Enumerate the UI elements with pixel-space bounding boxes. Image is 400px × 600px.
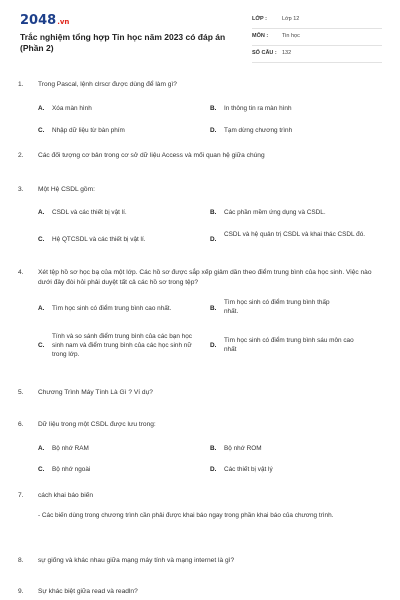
- question-number: 9.: [18, 588, 24, 595]
- option-text: Tính và so sánh điểm trung bình của các bạn học sinh nam và điểm trung bình của các học sinh nữ trong lớp.: [52, 333, 192, 358]
- meta-row-subject: [252, 31, 382, 46]
- option-letter: B.: [210, 445, 217, 452]
- question-1: [18, 80, 383, 136]
- option-letter: A.: [38, 445, 45, 452]
- question-3: [18, 185, 383, 251]
- meta-label: LỚP :: [252, 16, 267, 22]
- header: [0, 0, 400, 64]
- option-text: Xóa màn hình: [52, 105, 92, 112]
- option-letter: C.: [38, 127, 45, 134]
- option-letter: A.: [38, 209, 45, 216]
- option-text: Các thiết bị vật lý: [224, 466, 273, 473]
- meta-value: Lớp 12: [282, 16, 300, 22]
- meta-row-count: [252, 48, 382, 63]
- question-text: Trong Pascal, lệnh clrscr được dùng để làm gì?: [38, 81, 177, 88]
- option-text: In thông tin ra màn hình: [224, 105, 292, 112]
- question-5: [18, 388, 383, 398]
- meta-row-class: [252, 14, 382, 29]
- option-text: CSDL và các thiết bị vật lí.: [52, 209, 127, 216]
- option-letter: C.: [38, 342, 45, 349]
- option-text: Nhập dữ liệu từ bàn phím: [52, 127, 125, 134]
- question-text: Một Hệ CSDL gồm:: [38, 186, 95, 193]
- question-number: 7.: [18, 492, 24, 499]
- logo-main: 2048: [20, 13, 57, 28]
- meta-label: MÔN :: [252, 33, 269, 39]
- question-number: 5.: [18, 389, 24, 396]
- option-letter: D.: [210, 236, 217, 243]
- option-text: Các phần mềm ứng dụng và CSDL.: [224, 209, 326, 216]
- option-text: Bộ nhớ ROM: [224, 445, 262, 452]
- option-letter: C.: [38, 466, 45, 473]
- option-letter: B.: [210, 105, 217, 112]
- question-text: sự giống và khác nhau giữa mạng máy tính và mạng internet là gì?: [38, 557, 235, 564]
- options: [38, 203, 383, 251]
- option-letter: A.: [38, 105, 45, 112]
- question-2: [18, 151, 383, 161]
- question-4: [18, 268, 383, 372]
- question-9: [18, 587, 383, 597]
- question-number: 4.: [18, 269, 24, 276]
- option-text: Tìm học sinh có điểm trung bình cao nhất.: [52, 305, 172, 312]
- options: [38, 296, 383, 372]
- meta-label: SỐ CÂU :: [252, 50, 277, 56]
- question-text: Dữ liệu trong một CSDL được lưu trong:: [38, 421, 156, 428]
- meta-info: [252, 14, 382, 65]
- question-number: 8.: [18, 557, 24, 564]
- option-letter: C.: [38, 236, 45, 243]
- page-title: Trắc nghiệm tổng hợp Tin học năm 2023 có đáp án (Phần 2): [20, 32, 226, 53]
- option-letter: D.: [210, 342, 217, 349]
- option-letter: D.: [210, 466, 217, 473]
- question-8: [18, 556, 383, 566]
- option-text: Tìm học sinh có điểm trung bình sáu môn cao nhất: [224, 337, 354, 353]
- question-text: cách khai báo biến: [38, 492, 93, 499]
- meta-value: Tin học: [282, 33, 300, 39]
- option-text: Hệ QTCSDL và các thiết bị vật lí.: [52, 236, 146, 243]
- question-text: Sự khác biệt giữa read và readln?: [38, 588, 138, 595]
- question-7: [18, 491, 383, 521]
- option-letter: B.: [210, 305, 217, 312]
- options: [38, 438, 383, 474]
- site-logo[interactable]: [20, 13, 69, 28]
- question-text: Xét tệp hồ sơ học bạ của một lớp. Các hồ sơ được sắp xếp giảm dần theo điểm trung bình của học sinh. Việc nào dưới đây đòi hỏi phải duyệt tất cả các hồ sơ trong tệp?: [38, 269, 372, 286]
- question-number: 6.: [18, 421, 24, 428]
- question-6: [18, 420, 383, 474]
- logo-domain: .vn: [57, 18, 70, 26]
- options: [38, 98, 383, 136]
- question-number: 1.: [18, 81, 24, 88]
- question-text: Chương Trình Máy Tính Là Gì ? Ví dụ?: [38, 389, 153, 396]
- option-text: Tạm dừng chương trình: [224, 127, 293, 134]
- question-note: - Các biến dùng trong chương trình cần phải được khai báo ngay trong phần khai báo của chương trình.: [38, 512, 334, 519]
- question-number: 3.: [18, 186, 24, 193]
- option-letter: D.: [210, 127, 217, 134]
- option-text: CSDL và hệ quản trị CSDL và khai thác CSDL đó.: [224, 231, 366, 238]
- option-text: Bộ nhớ RAM: [52, 445, 89, 452]
- option-text: Tìm học sinh có điểm trung bình thấp nhất.: [224, 299, 330, 315]
- option-letter: A.: [38, 305, 45, 312]
- option-text: Bộ nhớ ngoài: [52, 466, 91, 473]
- question-number: 2.: [18, 152, 24, 159]
- meta-value: 132: [282, 50, 292, 56]
- question-text: Các đối tượng cơ bản trong cơ sở dữ liệu Access và mối quan hệ giữa chúng: [38, 152, 265, 159]
- option-letter: B.: [210, 209, 217, 216]
